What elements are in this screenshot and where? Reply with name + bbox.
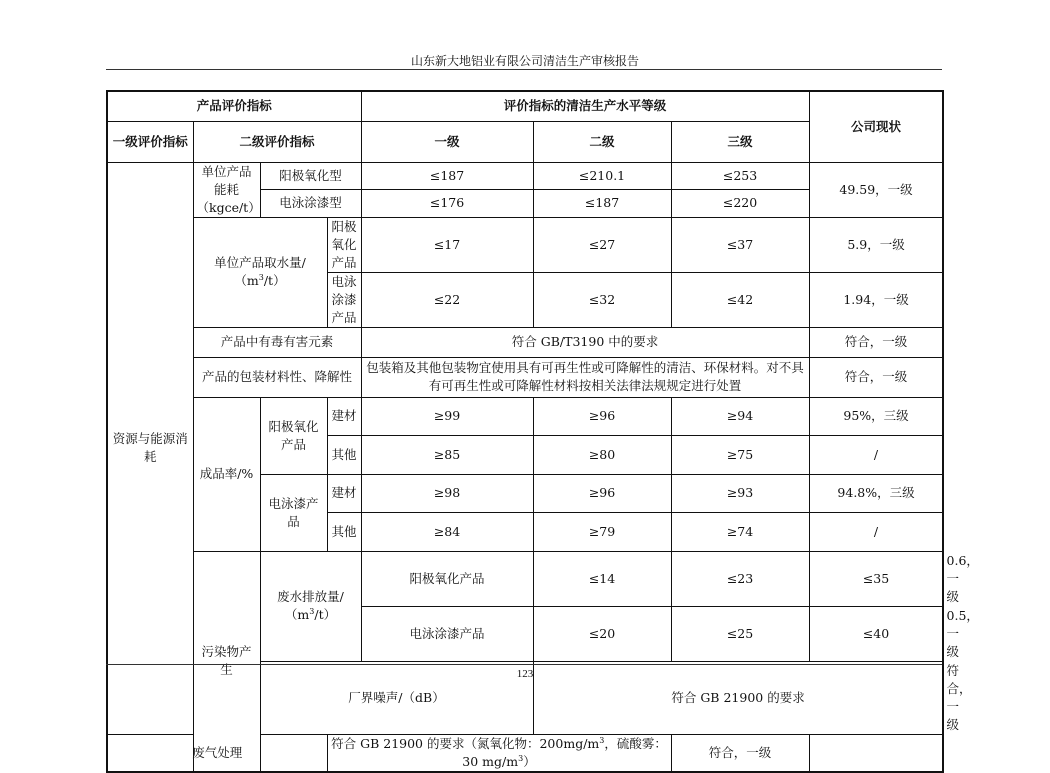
yield-r4-grade3: ≥74 — [671, 512, 809, 551]
wastewater-label: 废水排放量$/(m^3/t)$ — [260, 551, 361, 661]
yield-r3-grade2: ≥96 — [533, 474, 671, 512]
energy-anodized-grade2: ≤210.1 — [533, 162, 671, 190]
water-anodized-grade3: ≤37 — [671, 217, 809, 272]
table-row: 污染物产生 废水排放量$/(m^3/t)$ 阳极氧化产品 ≤14 ≤23 ≤35 0.6，一级 — [107, 551, 943, 606]
water-sub-anodized: 阳极氧化产品 — [327, 217, 361, 272]
energy-anodized-grade3: ≤253 — [671, 162, 809, 190]
water-electrophoretic-grade2: ≤32 — [533, 272, 671, 327]
water-electrophoretic-status: 1.94，一级 — [809, 272, 943, 327]
header-first-level: 一级评价指标 — [107, 121, 193, 162]
category-pollution: 污染物产生 — [193, 551, 260, 772]
energy-electrophoretic-grade1: ≤176 — [361, 190, 533, 218]
page-header-title: 山东新大地铝业有限公司清洁生产审核报告 — [410, 54, 639, 68]
header-rule — [106, 69, 942, 70]
gas-requirement: 符合 GB 21900 的要求（氮氧化物：$200mg/m^3$，硫酸雾：30 $mg/m^3$） — [327, 734, 671, 772]
water-electrophoretic-grade3: ≤42 — [671, 272, 809, 327]
packaging-label: 产品的包装材料性、降解性 — [193, 357, 361, 397]
wastewater-electrophoretic-grade2: ≤25 — [671, 606, 809, 661]
toxic-label: 产品中有毒有害元素 — [193, 327, 361, 357]
header-second-level: 二级评价指标 — [193, 121, 361, 162]
table-row — [107, 217, 943, 272]
table-row — [107, 397, 943, 435]
energy-anodized-grade1: ≤187 — [361, 162, 533, 190]
yield-r3-grade1: ≥98 — [361, 474, 533, 512]
gas-label: 废气处理 — [107, 734, 327, 772]
packaging-requirement: 包装箱及其他包装物宜使用具有可再生性或可降解性的清洁、环保材料。对不具有可再生性或可降解性材料按相关法律法规规定进行处置 — [361, 357, 809, 397]
wastewater-sub-anodized: 阳极氧化产品 — [361, 551, 533, 606]
category-resource: 资源与能源消耗 — [107, 162, 193, 734]
table-row: 电泳涂漆产品 ≤20 ≤25 ≤40 0.5，一级 — [107, 606, 943, 661]
page-number: 123 — [516, 668, 534, 680]
water-anodized-grade1: ≤17 — [361, 217, 533, 272]
yield-label: 成品率/% — [193, 397, 260, 551]
energy-electrophoretic-grade3: ≤220 — [671, 190, 809, 218]
wastewater-electrophoretic-grade3: ≤40 — [809, 606, 943, 661]
water-anodized-grade2: ≤27 — [533, 217, 671, 272]
energy-sub-anodized: 阳极氧化型 — [260, 162, 361, 190]
yield-r1-grade1: ≥99 — [361, 397, 533, 435]
header-grade2: 二级 — [533, 121, 671, 162]
yield-r2-grade3: ≥75 — [671, 435, 809, 474]
wastewater-anodized-grade3: ≤35 — [809, 551, 943, 606]
table-header-row — [107, 91, 943, 121]
yield-sub-other-2: 其他 — [327, 512, 361, 551]
yield-r1-status: 95%，三级 — [809, 397, 943, 435]
header-grade1: 一级 — [361, 121, 533, 162]
yield-r2-grade2: ≥80 — [533, 435, 671, 474]
gas-status: 符合，一级 — [671, 734, 809, 772]
water-label: 单位产品取水量$/(m^3/t)$ — [193, 217, 327, 327]
table-row — [107, 357, 943, 397]
yield-r1-grade2: ≥96 — [533, 397, 671, 435]
footer-rule — [106, 664, 942, 665]
yield-r3-status: 94.8%，三级 — [809, 474, 943, 512]
yield-r4-grade1: ≥84 — [361, 512, 533, 551]
wastewater-electrophoretic-grade1: ≤20 — [533, 606, 671, 661]
wastewater-anodized-grade2: ≤23 — [671, 551, 809, 606]
yield-r3-grade3: ≥93 — [671, 474, 809, 512]
noise-label: 厂界噪声/（dB） — [260, 661, 533, 734]
table-row — [107, 327, 943, 357]
yield-anodized-label: 阳极氧化产品 — [260, 397, 327, 474]
energy-sub-electrophoretic: 电泳涂漆型 — [260, 190, 361, 218]
water-electrophoretic-grade1: ≤22 — [361, 272, 533, 327]
water-anodized-status: 5.9，一级 — [809, 217, 943, 272]
toxic-requirement: 符合 GB/T3190 中的要求 — [361, 327, 809, 357]
energy-electrophoretic-grade2: ≤187 — [533, 190, 671, 218]
toxic-status: 符合，一级 — [809, 327, 943, 357]
header-product-indicators: 产品评价指标 — [107, 91, 361, 121]
wastewater-sub-electrophoretic: 电泳涂漆产品 — [361, 606, 533, 661]
energy-status: 49.59，一级 — [809, 162, 943, 217]
yield-sub-building-2: 建材 — [327, 474, 361, 512]
noise-requirement: 符合 GB 21900 的要求 — [533, 661, 943, 734]
yield-r4-status: / — [809, 512, 943, 551]
yield-r2-status: / — [809, 435, 943, 474]
header-company-status: 公司现状 — [809, 91, 943, 162]
yield-r4-grade2: ≥79 — [533, 512, 671, 551]
packaging-status: 符合，一级 — [809, 357, 943, 397]
yield-r2-grade1: ≥85 — [361, 435, 533, 474]
table-row — [107, 162, 943, 190]
water-sub-electrophoretic: 电泳涂漆产品 — [327, 272, 361, 327]
yield-r1-grade3: ≥94 — [671, 397, 809, 435]
header-grade3: 三级 — [671, 121, 809, 162]
wastewater-anodized-grade1: ≤14 — [533, 551, 671, 606]
yield-electrophoretic-label: 电泳漆产品 — [260, 474, 327, 551]
yield-sub-building-1: 建材 — [327, 397, 361, 435]
table-row: 厂界噪声/（dB） 符合 GB 21900 的要求 符合，一级 — [107, 661, 943, 734]
header-level-group: 评价指标的清洁生产水平等级 — [361, 91, 809, 121]
table-row — [107, 734, 943, 772]
yield-sub-other-1: 其他 — [327, 435, 361, 474]
energy-label: 单位产品能耗（kgce/t） — [193, 162, 260, 217]
